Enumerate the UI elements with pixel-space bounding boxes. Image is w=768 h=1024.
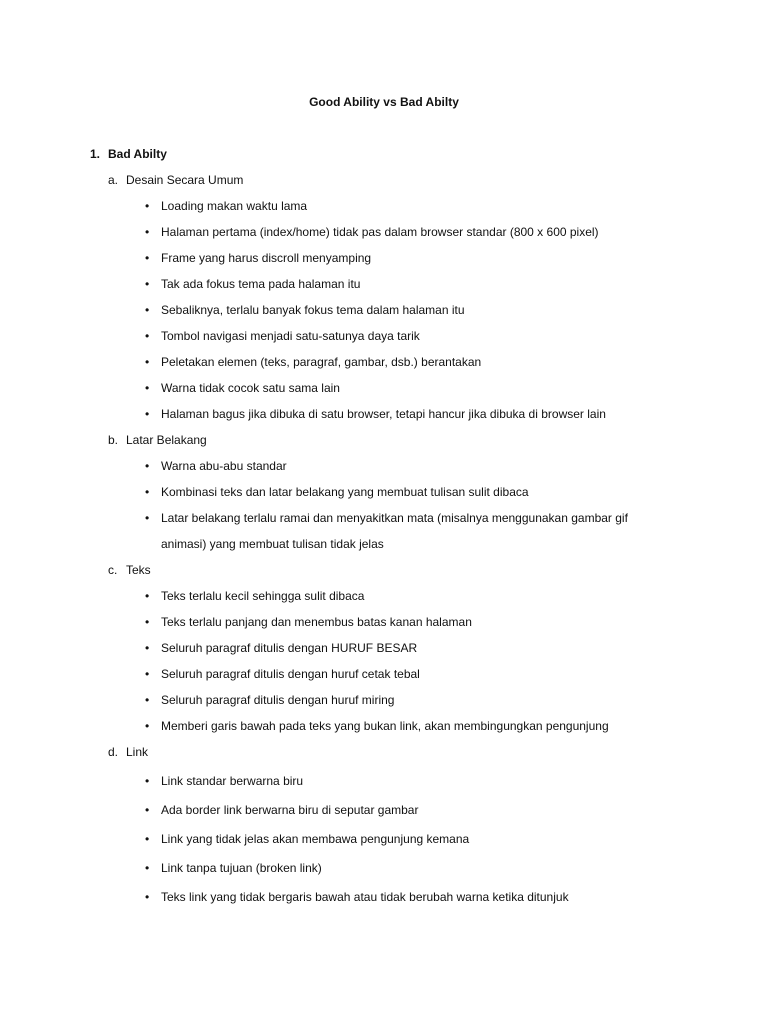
list-item-text: Frame yang harus discroll menyamping (161, 251, 372, 265)
list-item (0, 323, 768, 349)
bullet-marker: • (145, 774, 150, 788)
section-heading (0, 141, 768, 167)
list-item (0, 583, 768, 609)
bullet-marker: • (145, 225, 150, 239)
list-item-text: Seluruh paragraf ditulis dengan huruf cetak tebal (161, 667, 420, 681)
list-item (0, 883, 768, 912)
list-item (0, 767, 768, 796)
bullet-marker: • (145, 615, 150, 629)
list-item-text: Link tanpa tujuan (broken link) (161, 861, 322, 875)
list-item-text: Teks terlalu panjang dan menembus batas kanan halaman (161, 615, 472, 629)
bullet-marker: • (145, 381, 150, 395)
list-item-text: Tombol navigasi menjadi satu-satunya daya tarik (161, 329, 420, 343)
list-item-text: Teks link yang tidak bergaris bawah atau tidak berubah warna ketika ditunjuk (161, 890, 569, 904)
bullet-marker: • (145, 861, 150, 875)
document-title: Good Ability vs Bad Abilty (309, 95, 459, 109)
list-item-text: Warna tidak cocok satu sama lain (161, 381, 340, 395)
list-item-text: Warna abu-abu standar (161, 459, 287, 473)
bullet-marker: • (145, 667, 150, 681)
list-item-text: Sebaliknya, terlalu banyak fokus tema dalam halaman itu (161, 303, 465, 317)
list-item (0, 687, 768, 713)
list-item-text: Halaman pertama (index/home) tidak pas dalam browser standar (800 x 600 pixel) (161, 225, 599, 239)
list-item-text: Halaman bagus jika dibuka di satu browser, tetapi hancur jika dibuka di browser lain (161, 407, 606, 421)
bullet-marker: • (145, 199, 150, 213)
bullet-marker: • (145, 459, 150, 473)
list-item (0, 713, 768, 739)
subsection-title: Link (126, 745, 149, 759)
subsection-heading-teks (0, 557, 768, 583)
bullet-marker: • (145, 355, 150, 369)
list-item-text: Peletakan elemen (teks, paragraf, gambar, dsb.) berantakan (161, 355, 482, 369)
list-item (0, 796, 768, 825)
list-item (0, 453, 768, 479)
bullet-marker: • (145, 303, 150, 317)
subsection-letter: d. (108, 745, 119, 759)
list-item-text: Tak ada fokus tema pada halaman itu (161, 277, 361, 291)
list-item-text: Kombinasi teks dan latar belakang yang membuat tulisan sulit dibaca (161, 485, 529, 499)
document-outline (0, 141, 768, 912)
list-item (0, 854, 768, 883)
list-item-text: Link yang tidak jelas akan membawa pengunjung kemana (161, 832, 470, 846)
bullet-marker: • (145, 641, 150, 655)
bullet-marker: • (145, 719, 150, 733)
list-item-text: Ada border link berwarna biru di seputar gambar (161, 803, 419, 817)
section-title: Bad Abilty (108, 147, 167, 161)
bullet-marker: • (145, 832, 150, 846)
list-item (0, 271, 768, 297)
subsection-title: Teks (126, 563, 151, 577)
list-item (0, 479, 768, 505)
list-item (0, 245, 768, 271)
list-item (0, 375, 768, 401)
subsection-title: Latar Belakang (126, 433, 207, 447)
list-item (0, 349, 768, 375)
list-item (0, 193, 768, 219)
subsection-heading-latar-belakang (0, 427, 768, 453)
list-item (0, 219, 768, 245)
list-item-text: Loading makan waktu lama (161, 199, 308, 213)
list-item (0, 825, 768, 854)
subsection-heading-link (0, 739, 768, 765)
bullet-marker: • (145, 277, 150, 291)
list-item (0, 635, 768, 661)
bullet-marker: • (145, 589, 150, 603)
list-item (0, 661, 768, 687)
bullet-marker: • (145, 251, 150, 265)
bullet-marker: • (145, 803, 150, 817)
bullet-marker: • (145, 485, 150, 499)
list-item-continuation: animasi) yang membuat tulisan tidak jelas (161, 537, 384, 551)
list-item-text: Memberi garis bawah pada teks yang bukan link, akan membingungkan pengunjung (161, 719, 609, 733)
link-item-list (0, 767, 768, 912)
list-item (0, 297, 768, 323)
bullet-marker: • (145, 511, 150, 525)
bullet-marker: • (145, 693, 150, 707)
section-number: 1. (90, 147, 101, 161)
bullet-marker: • (145, 329, 150, 343)
list-item-text: Seluruh paragraf ditulis dengan HURUF BESAR (161, 641, 418, 655)
list-item (0, 609, 768, 635)
subsection-heading-desain (0, 167, 768, 193)
bullet-marker: • (145, 890, 150, 904)
list-item-text: Seluruh paragraf ditulis dengan huruf miring (161, 693, 395, 707)
list-item-text: Teks terlalu kecil sehingga sulit dibaca (161, 589, 365, 603)
list-item (0, 401, 768, 427)
subsection-letter: a. (108, 173, 119, 187)
bullet-marker: • (145, 407, 150, 421)
subsection-letter: c. (108, 563, 118, 577)
list-item-text: Latar belakang terlalu ramai dan menyakitkan mata (misalnya menggunakan gambar gif (161, 511, 628, 525)
subsection-title: Desain Secara Umum (126, 173, 244, 187)
list-item (0, 505, 768, 531)
subsection-letter: b. (108, 433, 119, 447)
list-item-text: Link standar berwarna biru (161, 774, 304, 788)
